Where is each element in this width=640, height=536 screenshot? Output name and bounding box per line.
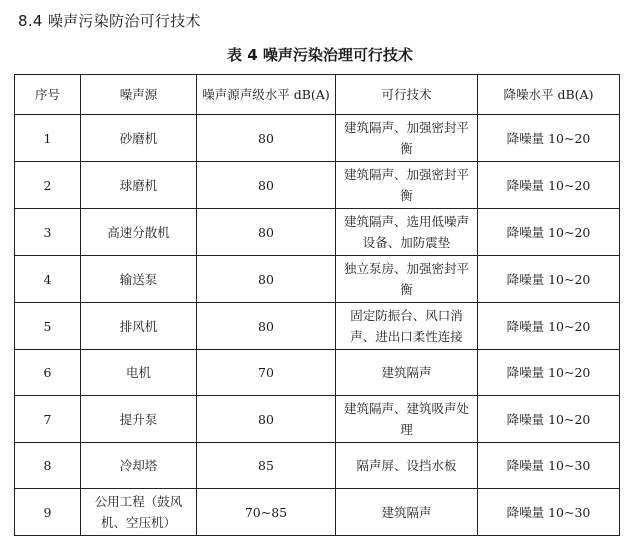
table-caption: 表 4 噪声污染治理可行技术 xyxy=(227,46,413,64)
cell-source: 公用工程（鼓风机、空压机） xyxy=(81,489,197,536)
cell-source: 电机 xyxy=(81,350,197,396)
table-header-row xyxy=(15,75,620,115)
cell-no: 9 xyxy=(15,489,81,536)
cell-level: 80 xyxy=(197,303,336,350)
cell-tech: 建筑隔声、选用低噪声设备、加防震垫 xyxy=(336,209,478,256)
cell-tech: 建筑隔声、建筑吸声处理 xyxy=(336,396,478,443)
cell-no: 4 xyxy=(15,256,81,303)
cell-level: 70~85 xyxy=(197,489,336,536)
cell-reduction: 降噪量 10~20 xyxy=(478,303,620,350)
cell-reduction: 降噪量 10~20 xyxy=(478,115,620,162)
cell-tech: 隔声屏、设挡水板 xyxy=(336,443,478,489)
cell-tech: 独立泵房、加强密封平衡 xyxy=(336,256,478,303)
cell-reduction: 降噪量 10~20 xyxy=(478,396,620,443)
cell-source: 砂磨机 xyxy=(81,115,197,162)
cell-level: 80 xyxy=(197,396,336,443)
table-row xyxy=(15,256,620,303)
header-no: 序号 xyxy=(15,75,81,115)
cell-reduction: 降噪量 10~30 xyxy=(478,489,620,536)
cell-tech: 建筑隔声、加强密封平衡 xyxy=(336,115,478,162)
table-row xyxy=(15,350,620,396)
cell-no: 1 xyxy=(15,115,81,162)
cell-no: 6 xyxy=(15,350,81,396)
table-row xyxy=(15,162,620,209)
cell-tech: 建筑隔声、加强密封平衡 xyxy=(336,162,478,209)
table-row xyxy=(15,303,620,350)
cell-reduction: 降噪量 10~20 xyxy=(478,209,620,256)
cell-tech: 建筑隔声 xyxy=(336,350,478,396)
cell-source: 提升泵 xyxy=(81,396,197,443)
cell-no: 3 xyxy=(15,209,81,256)
cell-reduction: 降噪量 10~20 xyxy=(478,350,620,396)
header-level: 噪声源声级水平 dB(A) xyxy=(197,75,336,115)
table-row xyxy=(15,443,620,489)
cell-tech: 固定防振台、风口消声、进出口柔性连接 xyxy=(336,303,478,350)
cell-level: 80 xyxy=(197,162,336,209)
cell-reduction: 降噪量 10~20 xyxy=(478,256,620,303)
table-row xyxy=(15,396,620,443)
cell-source: 高速分散机 xyxy=(81,209,197,256)
cell-level: 80 xyxy=(197,256,336,303)
cell-no: 8 xyxy=(15,443,81,489)
cell-level: 80 xyxy=(197,209,336,256)
header-source: 噪声源 xyxy=(81,75,197,115)
cell-no: 7 xyxy=(15,396,81,443)
cell-source: 排风机 xyxy=(81,303,197,350)
header-tech: 可行技术 xyxy=(336,75,478,115)
table-row xyxy=(15,209,620,256)
cell-no: 2 xyxy=(15,162,81,209)
cell-level: 85 xyxy=(197,443,336,489)
cell-level: 70 xyxy=(197,350,336,396)
cell-source: 冷却塔 xyxy=(81,443,197,489)
cell-reduction: 降噪量 10~20 xyxy=(478,162,620,209)
header-reduction: 降噪水平 dB(A) xyxy=(478,75,620,115)
cell-source: 球磨机 xyxy=(81,162,197,209)
cell-tech: 建筑隔声 xyxy=(336,489,478,536)
cell-reduction: 降噪量 10~30 xyxy=(478,443,620,489)
cell-no: 5 xyxy=(15,303,81,350)
noise-control-table xyxy=(14,74,620,536)
table-row xyxy=(15,115,620,162)
cell-level: 80 xyxy=(197,115,336,162)
table-row xyxy=(15,489,620,536)
section-heading: 8.4 噪声污染防治可行技术 xyxy=(18,12,201,30)
cell-source: 输送泵 xyxy=(81,256,197,303)
